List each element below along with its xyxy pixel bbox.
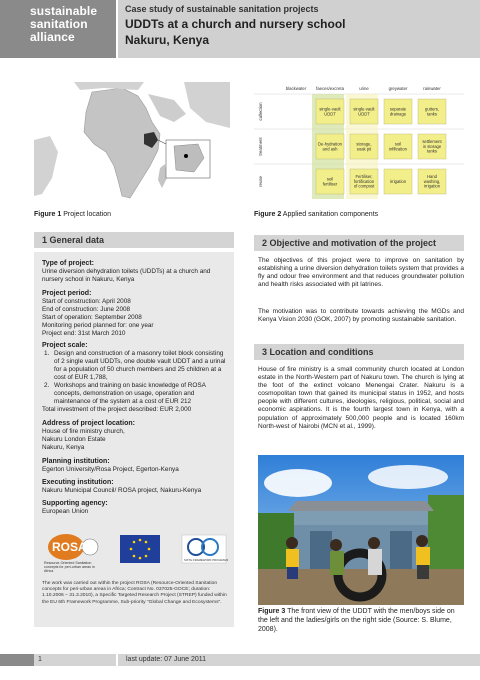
rosa-tagline: Resource-Oriented Sanitation concepts for peri-urban areas in Africa: [44, 561, 95, 573]
component-label: Fertiliser,: [355, 174, 373, 180]
component-label: UDDT: [324, 111, 336, 117]
alliance-logo: [0, 0, 116, 58]
component-label: Hand: [426, 174, 438, 180]
component-label: soil: [394, 141, 402, 147]
column-header: urine: [359, 86, 369, 91]
type-heading: Type of project:: [42, 260, 94, 267]
document-title-line-2: Nakuru, Kenya: [125, 33, 210, 47]
row-header: collection: [258, 102, 263, 121]
component-label: separate: [389, 106, 407, 112]
address-line: House of fire ministry church,: [42, 428, 125, 435]
scale-list: [44, 350, 228, 406]
last-update: last update: 07 June 2011: [118, 654, 480, 666]
scale-heading: Project scale:: [42, 342, 88, 349]
component-label: soil: [326, 176, 334, 182]
world-map-image: [34, 82, 230, 204]
rosa-logo-text: ROSA: [52, 540, 87, 554]
period-heading: Project period:: [42, 290, 92, 297]
column-header: faeces/excreta: [316, 86, 344, 91]
uddt-photo-image: [258, 455, 464, 605]
component-label: storage,: [356, 141, 372, 147]
component-label: irrigation: [423, 183, 441, 189]
partner-logos: [42, 531, 228, 575]
supporting-text: European Union: [42, 508, 89, 515]
footer-accent: [0, 654, 34, 666]
title-block: [118, 0, 480, 58]
address-line: Nakuru London Estate: [42, 436, 106, 443]
logo-line-1: sustainable: [30, 4, 98, 18]
component-label: UDDT: [358, 111, 370, 117]
component-label: De-hydration: [318, 141, 342, 147]
figure-1-caption: [34, 210, 234, 219]
component-label: tanks: [426, 148, 438, 154]
planning-heading: Planning institution:: [42, 458, 110, 465]
uddt-photo: [258, 455, 464, 605]
figure-2-label: Figure 2: [254, 211, 282, 218]
component-label: single-vault: [353, 106, 375, 112]
component-label: and ash: [322, 146, 338, 152]
section-1-heading: 1 General data: [34, 232, 234, 248]
logo-line-2: sanitation: [30, 17, 88, 31]
column-header: greywater: [388, 86, 408, 91]
executing-heading: Executing institution:: [42, 479, 114, 486]
component-label: soak pit: [356, 146, 372, 152]
component-label: drainage: [389, 111, 407, 117]
figure-2-caption: [254, 210, 464, 219]
component-label: fortification: [353, 178, 375, 184]
list-item: 1. Design and construction of a masonry toilet block consisting of 2 single vault UDDTs, one double vault UDDT and a urinal for a population of 50 church members and 25 children at a cost of EUR 1,788,: [44, 350, 226, 381]
component-label: settlement: [422, 139, 442, 145]
executing-text: Nakuru Municipal Council/ ROSA project, Nakuru-Kenya: [42, 487, 202, 494]
component-label: of compost: [353, 183, 375, 189]
period-line: Start of construction: April 2008: [42, 298, 131, 305]
page-number: 1: [34, 654, 116, 666]
component-label: single-vault: [319, 106, 341, 112]
fp6-text: SIXTH FRAMEWORK PROGRAMME: [184, 558, 228, 562]
period-line: Project end: 31st March 2010: [42, 330, 126, 337]
document-subtitle: Case study of sustainable sanitation projects: [125, 4, 319, 14]
objective-paragraph-2: The motivation was to contribute towards achieving the MGDs and Kenya Vision 2030 (GOK, 2007) by promoting sustainable sanitation.: [258, 308, 464, 324]
component-label: fertiliser: [322, 181, 338, 187]
component-label: gutters,: [425, 106, 439, 112]
component-label: washing,: [423, 178, 441, 184]
location-paragraph: House of fire ministry is a small community church located at London estate in the North-Western part of Nakuru town. The church is lying at the foot of the extinct volcano Menengai Crater. Nakuru is a cosmopolitan town that gained its municipal status in 1952, and hosts people with different cultures, ideologies, religious, political, social and economic aspirations. It is the fourth largest town in Kenya, with a population of approximately 500,000 people and is located 160km North-west of Nairobi (MCN et al., 1999).: [258, 366, 464, 430]
component-label: tanks: [426, 111, 438, 117]
component-label: in storage: [422, 143, 442, 149]
planning-text: Egerton University/Rosa Project, Egerton-Kenya: [42, 466, 179, 473]
period-line: Monitoring period planned for: one year: [42, 322, 154, 329]
column-header: blackwater: [285, 86, 307, 91]
document-title-line-1: UDDTs at a church and nursery school: [125, 17, 346, 31]
address-line: Nakuru, Kenya: [42, 444, 85, 451]
funding-note: The work was carried out within the project ROSA (Resource-Oriented Sanitation concepts for peri-urban areas in Africa; Contract No. 037025-GOCE; duration: 1.10.2006 – 31.3.2010), a Specific Targeted Research Project (STREP) funded within the EU 6th Framework Programme, Sub-priority "Global Change and Ecosystems".: [42, 581, 227, 605]
row-header: treatment: [258, 137, 263, 156]
row-header: reuse: [258, 176, 263, 187]
period-line: End of construction: June 2008: [42, 306, 131, 313]
objective-paragraph-1: The objectives of this project were to improve on sanitation by establishing a urine diversion dehydration toilets system that provides a fly and odour free environment and that reduces groundwater pollution and health risks associated with pit latrines.: [258, 257, 464, 289]
figure-1-text: Project location: [63, 211, 112, 218]
sanitation-components-table: [254, 82, 464, 204]
section-2-heading: 2 Objective and motivation of the project: [254, 235, 464, 251]
components-grid: [254, 82, 464, 204]
list-item: 2. Workshops and training on basic knowledge of ROSA concepts, demonstration on usage, operation and maintenance of the system at a cost of EUR 212: [44, 382, 206, 405]
logos-svg: [42, 531, 228, 575]
figure-2-text: Applied sanitation components: [282, 211, 379, 218]
figure-3-caption: [258, 607, 464, 634]
figure-1-label: Figure 1: [34, 211, 62, 218]
type-text: Urine diversion dehydration toilets (UDDTs) at a church and nursery school in Nakuru, Kenya: [42, 268, 211, 283]
figure-3-label: Figure 3: [258, 608, 286, 615]
supporting-heading: Supporting agency:: [42, 500, 108, 507]
location-map: [34, 82, 230, 204]
component-label: irrigation: [389, 178, 407, 184]
figure-3-text: The front view of the UDDT with the men/boys side on the left and the ladies/girls on the right side (Source: S. Blume, 2008).: [258, 608, 455, 633]
header: [0, 0, 480, 58]
column-header: rainwater: [423, 86, 441, 91]
address-heading: Address of project location:: [42, 420, 135, 427]
component-label: infiltration: [389, 146, 407, 152]
period-line: Start of operation: September 2008: [42, 314, 142, 321]
investment-text: Total investment of the project described: EUR 2,000: [42, 406, 192, 413]
logo-line-3: alliance: [30, 30, 75, 44]
section-3-heading: 3 Location and conditions: [254, 344, 464, 360]
